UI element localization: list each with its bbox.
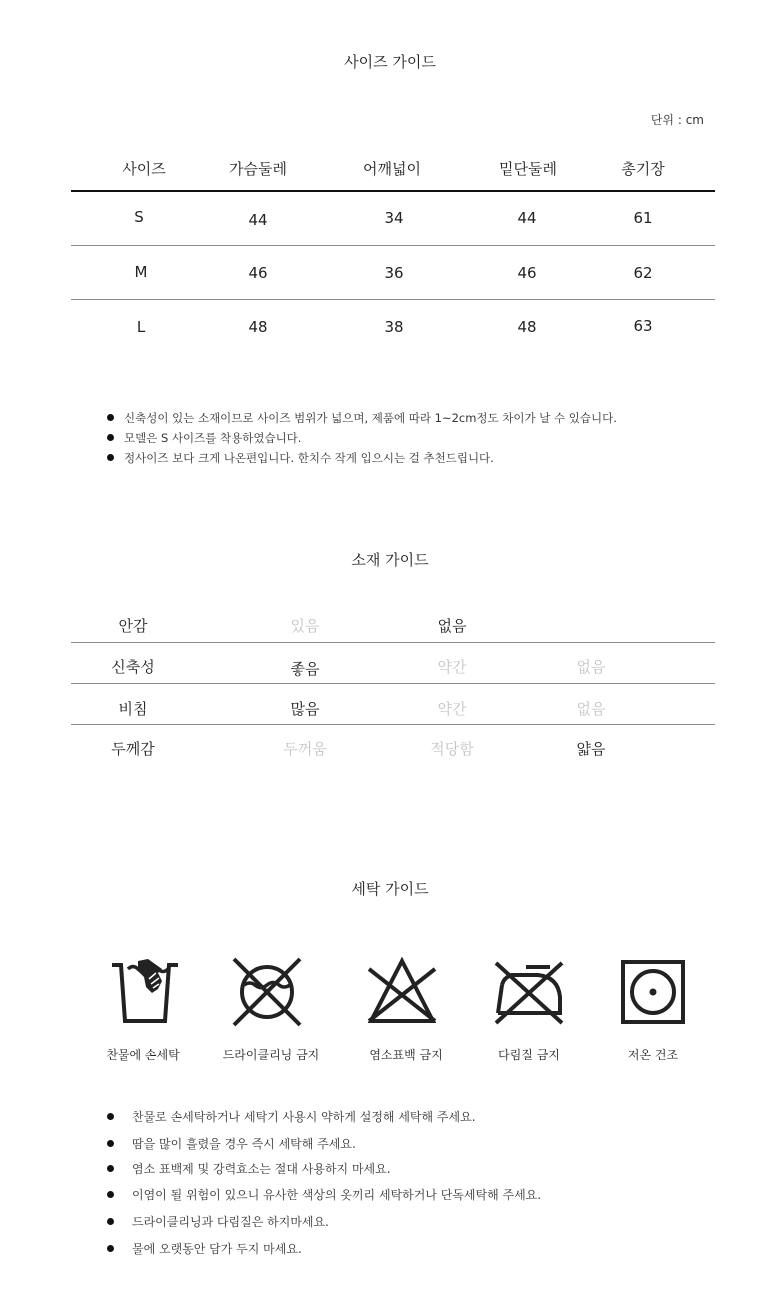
header-chest: 가슴둘레 [229, 160, 287, 178]
cell-length: 62 [633, 264, 653, 282]
cell-hem: 48 [517, 318, 537, 336]
material-label-sheerness: 비침 [118, 700, 148, 718]
icon-label-hand-wash: 찬물에 손세탁 [106, 1048, 180, 1062]
icon-label-tumble-dry: 저온 건조 [627, 1048, 679, 1062]
cell-shoulder: 36 [384, 264, 404, 282]
wash-note: 찬물로 손세탁하거나 세탁기 사용시 약하게 설정해 세탁해 주세요. [132, 1110, 476, 1124]
row-divider [71, 683, 715, 684]
option-thick-medium: 적당함 [430, 740, 474, 758]
cell-chest: 46 [248, 264, 268, 282]
cell-size: L [136, 318, 146, 336]
no-iron-icon [492, 955, 566, 1029]
row-divider [71, 245, 715, 246]
bullet-icon [107, 1191, 114, 1198]
wash-note: 염소 표백제 및 강력효소는 절대 사용하지 마세요. [132, 1162, 391, 1176]
wash-note: 땀을 많이 흘렸을 경우 즉시 세탁해 주세요. [132, 1137, 356, 1151]
option-thick-thick: 두꺼움 [283, 740, 327, 758]
cell-chest: 48 [248, 318, 268, 336]
header-length: 총기장 [621, 160, 665, 178]
no-bleach-icon [365, 955, 439, 1029]
cell-length: 63 [633, 317, 653, 335]
row-divider [71, 642, 715, 643]
size-guide-title: 사이즈 가이드 [344, 53, 436, 71]
size-note: 정사이즈 보다 크게 나온편입니다. 한치수 작게 입으시는 걸 추천드립니다. [124, 451, 494, 465]
option-sheer-some: 약간 [437, 700, 467, 718]
icon-label-no-bleach: 염소표백 금지 [369, 1048, 443, 1062]
unit-label: 단위 : cm [650, 113, 704, 127]
bullet-icon [107, 1140, 114, 1147]
option-stretch-good: 좋음 [290, 660, 320, 678]
cell-shoulder: 38 [384, 318, 404, 336]
option-sheer-much: 많음 [290, 700, 320, 718]
material-guide-title: 소재 가이드 [351, 551, 429, 569]
hand-wash-cold-icon [108, 955, 182, 1029]
option-thick-thin: 얇음 [576, 740, 606, 758]
cell-shoulder: 34 [384, 209, 404, 227]
material-label-stretch: 신축성 [111, 658, 155, 676]
wash-note: 드라이클리닝과 다림질은 하지마세요. [132, 1215, 329, 1229]
material-label-lining: 안감 [118, 617, 148, 635]
option-stretch-none: 없음 [576, 658, 606, 676]
wash-note: 물에 오랫동안 담가 두지 마세요. [132, 1242, 302, 1256]
size-note: 모델은 S 사이즈를 착용하였습니다. [124, 431, 302, 445]
option-lining-no: 없음 [437, 617, 467, 635]
bullet-icon [107, 1218, 114, 1225]
tumble-dry-low-icon [616, 955, 690, 1029]
option-stretch-some: 약간 [437, 658, 467, 676]
option-lining-yes: 있음 [290, 617, 320, 635]
option-sheer-none: 없음 [576, 700, 606, 718]
no-dry-clean-icon [230, 955, 304, 1029]
icon-label-no-dry-clean: 드라이클리닝 금지 [222, 1048, 320, 1062]
cell-length: 61 [633, 209, 653, 227]
header-size: 사이즈 [122, 160, 166, 178]
bullet-icon [107, 1113, 114, 1120]
cell-chest: 44 [248, 211, 268, 229]
bullet-icon [107, 414, 114, 421]
bullet-icon [107, 454, 114, 461]
cell-size: M [134, 263, 148, 281]
wash-note: 이염이 될 위험이 있으니 유사한 색상의 옷끼리 세탁하거나 단독세탁해 주세요. [132, 1188, 542, 1202]
wash-guide-title: 세탁 가이드 [351, 880, 429, 898]
row-divider [71, 299, 715, 300]
bullet-icon [107, 434, 114, 441]
cell-hem: 46 [517, 264, 537, 282]
cell-size: S [134, 208, 144, 226]
size-note: 신축성이 있는 소재이므로 사이즈 범위가 넓으며, 제품에 따라 1~2cm정도 차이가 날 수 있습니다. [124, 411, 617, 425]
row-divider [71, 724, 715, 725]
icon-label-no-iron: 다림질 금지 [498, 1048, 560, 1062]
bullet-icon [107, 1245, 114, 1252]
table-header-divider [71, 190, 715, 192]
bullet-icon [107, 1165, 114, 1172]
header-shoulder: 어깨넓이 [363, 160, 421, 178]
material-label-thickness: 두께감 [111, 740, 155, 758]
cell-hem: 44 [517, 209, 537, 227]
header-hem: 밑단둘레 [499, 160, 557, 178]
